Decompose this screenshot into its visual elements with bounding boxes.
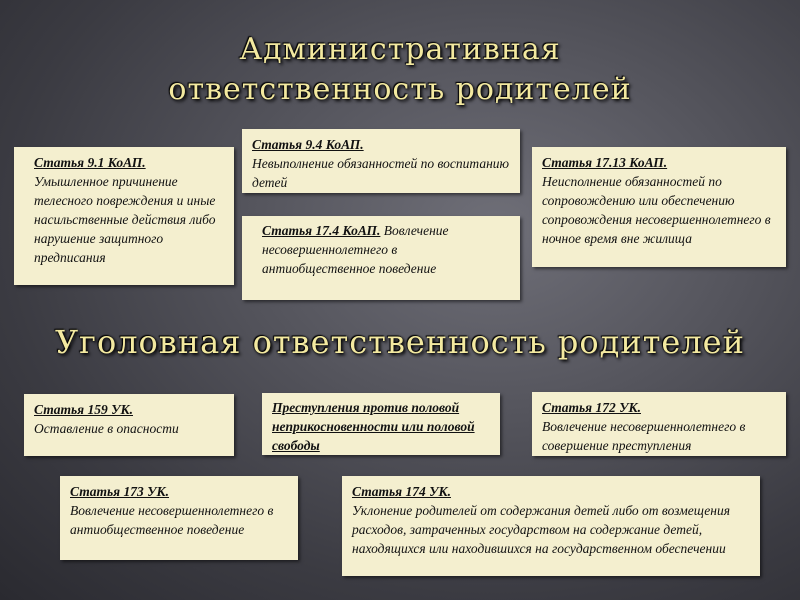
card-art-174	[342, 476, 760, 576]
card-text: Невыполнение обязанностей по воспитанию детей	[252, 156, 510, 190]
card-text: Оставление в опасности	[34, 421, 179, 436]
admin-title: Административная ответственность родителей	[168, 32, 632, 107]
card-art-17-13	[532, 147, 786, 267]
card-art-172	[532, 392, 786, 456]
card-art-159	[24, 394, 234, 456]
card-art-17-4	[242, 216, 520, 300]
card-text: Уклонение родителей от содержания детей либо от возмещения расходов, затраченных государством на содержание детей, находящихся или находившихся на государственном обеспечении	[352, 503, 730, 556]
card-art-173	[60, 476, 298, 560]
card-art-9-1	[14, 147, 234, 285]
card-text: Неисполнение обязанностей по сопровождению или обеспечению сопровождения несовершеннолетнего в ночное время вне жилища	[542, 174, 771, 246]
card-text: Вовлечение несовершеннолетнего в антиобщественное поведение	[70, 503, 274, 537]
card-title: Статья 17.4 КоАП.	[262, 223, 381, 238]
card-title: Статья 9.4 КоАП.	[252, 137, 364, 152]
criminal-title: Уголовная ответственность родителей	[55, 323, 745, 361]
card-title: Статья 17.13 КоАП.	[542, 155, 668, 170]
card-title: Статья 174 УК.	[352, 484, 451, 499]
card-text: Вовлечение несовершеннолетнего в совершение преступления	[542, 419, 746, 453]
card-text: Вовлечение несовершеннолетнего в антиобщественное поведение	[262, 223, 449, 276]
card-title: Статья 172 УК.	[542, 400, 641, 415]
card-art-9-4	[242, 129, 520, 193]
card-title: Преступления против половой неприкосновенности или половой свободы	[272, 400, 475, 453]
card-crimes-sexual	[262, 393, 500, 455]
card-title: Статья 159 УК.	[34, 402, 133, 417]
card-title: Статья 173 УК.	[70, 484, 169, 499]
card-text: Умышленное причинение телесного повреждения и иные насильственные действия либо нарушение защитного предписания	[34, 174, 216, 265]
card-title: Статья 9.1 КоАП.	[34, 155, 146, 170]
